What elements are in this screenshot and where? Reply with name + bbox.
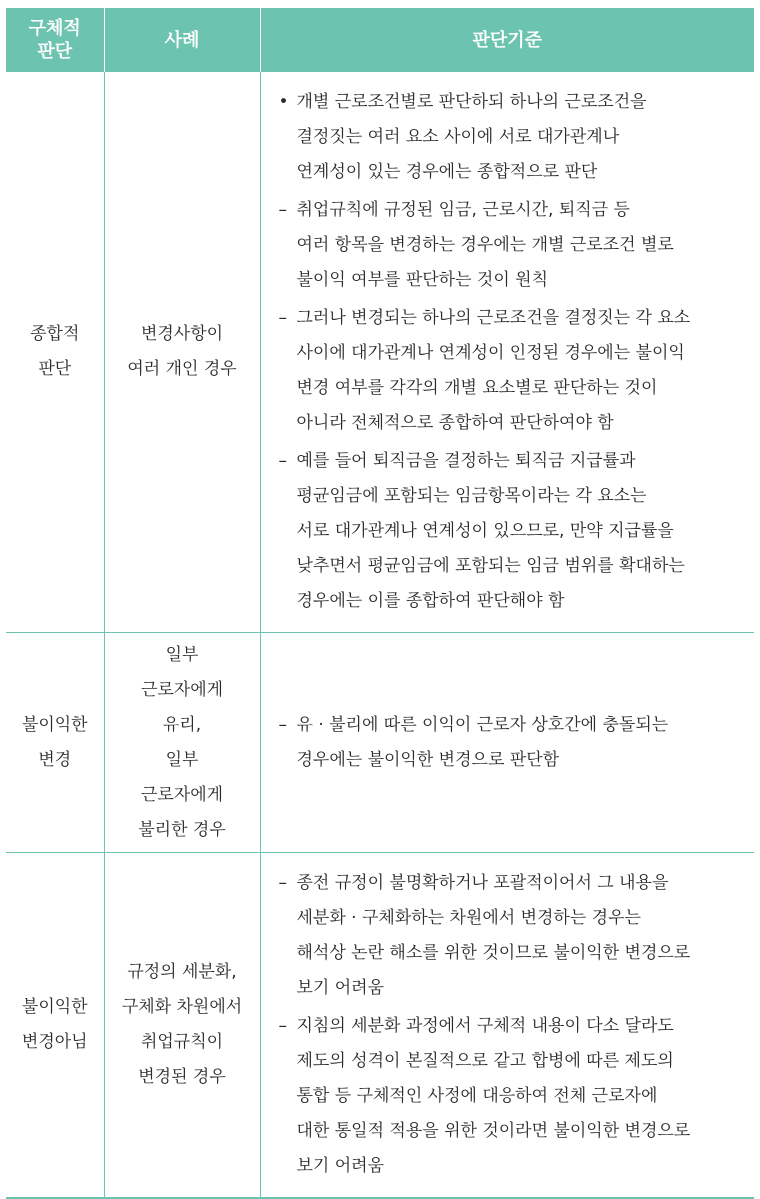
case-line: 일부 — [165, 749, 199, 770]
criteria-item — [279, 85, 743, 190]
criteria-item-text — [297, 866, 743, 1006]
judgment-type-cell — [6, 72, 104, 633]
case-line: 유리, — [162, 714, 202, 735]
criteria-cell — [260, 72, 754, 633]
criteria-line: 취업규칙에 규정된 임금, 근로시간, 퇴직금 등 — [296, 200, 630, 220]
criteria-line: 통합 등 구체적인 사정에 대응하여 전체 근로자에 — [296, 1086, 658, 1106]
table-row — [6, 72, 754, 633]
case-line: 근로자에게 — [140, 784, 224, 805]
criteria-line: 유 · 불리에 따른 이익이 근로자 상호간에 충돌되는 — [296, 714, 669, 735]
case-line: 규정의 세분화, — [127, 962, 237, 982]
judgment-type-line: 불이익한 — [21, 714, 88, 735]
criteria-line: 경우에는 이를 종합하여 판단해야 함 — [296, 591, 565, 611]
criteria-item-marker: – — [278, 714, 287, 735]
judgment-type-line: 판단 — [38, 359, 72, 379]
criteria-line: 결정짓는 여러 요소 사이에 서로 대가관계나 — [296, 127, 620, 147]
criteria-item — [279, 866, 743, 1006]
case-cell — [104, 853, 260, 1199]
header-judgment-type-line: 구체적 — [28, 18, 81, 39]
criteria-item — [279, 193, 743, 298]
criteria-line: 경우에는 불이익한 변경으로 판단함 — [296, 749, 560, 770]
criteria-cell — [260, 853, 754, 1199]
judgment-type-cell — [6, 633, 104, 853]
criteria-line: 서로 대가관계나 연계성이 있으므로, 만약 지급률을 — [296, 521, 674, 541]
header-case: 사례 — [104, 8, 260, 72]
criteria-line: 변경 여부를 각각의 개별 요소별로 판단하는 것이 — [296, 378, 658, 398]
criteria-item — [279, 444, 743, 619]
case-line: 취업규칙이 — [140, 1032, 224, 1052]
criteria-item-marker: • — [278, 92, 289, 112]
criteria-line: 아니라 전체적으로 종합하여 판단하여야 함 — [296, 413, 614, 433]
criteria-line: 개별 근로조건별로 판단하되 하나의 근로조건을 — [296, 92, 647, 112]
criteria-line: 보기 어려움 — [296, 1156, 385, 1176]
criteria-table — [6, 8, 754, 1199]
criteria-item — [279, 708, 743, 778]
criteria-item-text — [297, 193, 743, 298]
judgment-type-line: 불이익한 — [21, 997, 88, 1017]
criteria-item — [279, 1009, 743, 1184]
judgment-type-line: 변경아님 — [21, 1032, 88, 1052]
criteria-item-marker: – — [278, 873, 287, 893]
case-line: 변경사항이 — [140, 324, 224, 344]
case-line: 일부 — [165, 644, 199, 665]
criteria-line: 그러나 변경되는 하나의 근로조건을 결정짓는 각 요소 — [296, 308, 691, 328]
criteria-item-text — [297, 85, 743, 190]
criteria-line: 여러 항목을 변경하는 경우에는 개별 근로조건 별로 — [296, 235, 674, 255]
header-criteria: 판단기준 — [260, 8, 754, 72]
criteria-item-marker: – — [278, 451, 287, 471]
criteria-item-text — [297, 301, 743, 441]
criteria-line: 사이에 대가관계나 연계성이 인정된 경우에는 불이익 — [296, 343, 685, 363]
table-row — [6, 633, 754, 853]
criteria-line: 평균임금에 포함되는 임금항목이라는 각 요소는 — [296, 486, 647, 506]
case-line: 변경된 경우 — [138, 1067, 226, 1087]
criteria-line: 제도의 성격이 본질적으로 같고 합병에 따른 제도의 — [296, 1051, 674, 1071]
header-judgment-type-line: 판단 — [37, 41, 73, 62]
criteria-line: 종전 규정이 불명확하거나 포괄적이어서 그 내용을 — [296, 873, 669, 893]
case-line: 구체화 차원에서 — [121, 997, 243, 1017]
criteria-line: 세분화 · 구체화하는 차원에서 변경하는 경우는 — [296, 908, 641, 928]
header-judgment-type — [6, 8, 104, 72]
case-line: 여러 개인 경우 — [127, 359, 237, 379]
criteria-line: 해석상 논란 해소를 위한 것이므로 불이익한 변경으로 — [296, 943, 691, 963]
criteria-item-text — [297, 444, 743, 619]
criteria-item-text — [297, 1009, 743, 1184]
table-header-row — [6, 8, 754, 72]
judgment-type-cell — [6, 853, 104, 1199]
judgment-type-line: 변경 — [38, 749, 72, 770]
criteria-line: 연계성이 있는 경우에는 종합적으로 판단 — [296, 162, 598, 182]
criteria-item-marker: – — [278, 308, 287, 328]
case-line: 불리한 경우 — [138, 819, 226, 840]
case-cell — [104, 633, 260, 853]
criteria-item-marker: – — [278, 200, 287, 220]
criteria-cell — [260, 633, 754, 853]
criteria-line: 지침의 세분화 과정에서 구체적 내용이 다소 달라도 — [296, 1016, 674, 1036]
case-line: 근로자에게 — [140, 679, 224, 700]
criteria-item-marker: – — [278, 1016, 287, 1036]
judgment-type-line: 종합적 — [30, 324, 80, 344]
criteria-line: 불이익 여부를 판단하는 것이 원칙 — [296, 270, 549, 290]
criteria-item-text — [297, 708, 743, 778]
criteria-line: 보기 어려움 — [296, 978, 385, 998]
criteria-line: 대한 통일적 적용을 위한 것이라면 불이익한 변경으로 — [296, 1121, 691, 1141]
criteria-table-container — [6, 8, 754, 1199]
table-row — [6, 853, 754, 1199]
criteria-line: 예를 들어 퇴직금을 결정하는 퇴직금 지급률과 — [296, 451, 636, 471]
criteria-item — [279, 301, 743, 441]
criteria-line: 낮추면서 평균임금에 포함되는 임금 범위를 확대하는 — [296, 556, 685, 576]
case-cell — [104, 72, 260, 633]
